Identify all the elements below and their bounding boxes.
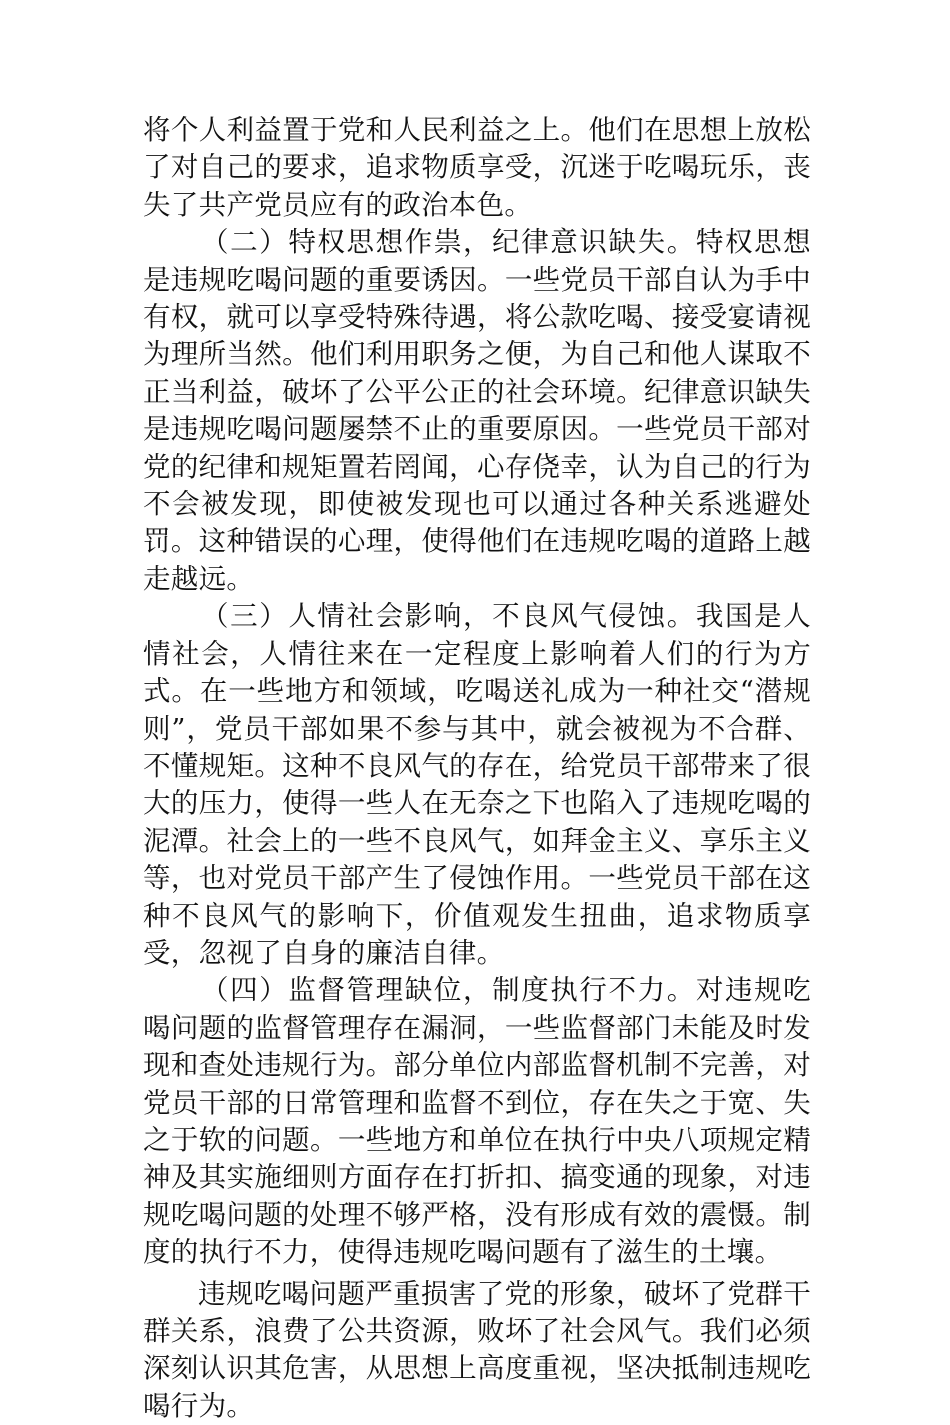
paragraph-section-3: （三）人情社会影响，不良风气侵蚀。我国是人情社会，人情往来在一定程度上影响着人们的行为方式。在一些地方和领域，吃喝送礼成为一种社交“潜规则”，党员干部如果不参与其中，就会被视为不合群、不懂规矩。这种不良风气的存在，给党员干部带来了很大的压力，使得一些人在无奈之下也陷入了违规吃喝的泥潭。社会上的一些不良风气，如拜金主义、享乐主义等，也对党员干部产生了侵蚀作用。一些党员干部在这种不良风气的影响下，价值观发生扭曲，追求物质享受，忽视了自身的廉洁自律。 [143,600,811,969]
paragraph-section-2: （二）特权思想作祟，纪律意识缺失。特权思想是违规吃喝问题的重要诱因。一些党员干部自认为手中有权，就可以享受特殊待遇，将公款吃喝、接受宴请视为理所当然。他们利用职务之便，为自己和他人谋取不正当利益，破坏了公平公正的社会环境。纪律意识缺失是违规吃喝问题屡禁不止的重要原因。一些党员干部对党的纪律和规矩置若罔闻，心存侥幸，认为自己的行为不会被发现，即使被发现也可以通过各种关系逃避处罚。这种错误的心理，使得他们在违规吃喝的道路上越走越远。 [143,226,811,595]
document-body [143,112,811,1425]
paragraph-section-4: （四）监督管理缺位，制度执行不力。对违规吃喝问题的监督管理存在漏洞，一些监督部门未能及时发现和查处违规行为。部分单位内部监督机制不完善，对党员干部的日常管理和监督不到位，存在失之于宽、失之于软的问题。一些地方和单位在执行中央八项规定精神及其实施细则方面存在打折扣、搞变通的现象，对违规吃喝问题的处理不够严格，没有形成有效的震慑。制度的执行不力，使得违规吃喝问题有了滋生的土壤。 [143,974,811,1269]
paragraph-continuation: 将个人利益置于党和人民利益之上。他们在思想上放松了对自己的要求，追求物质享受，沉迷于吃喝玩乐，丧失了共产党员应有的政治本色。 [143,114,811,221]
paragraph-conclusion: 违规吃喝问题严重损害了党的形象，破坏了党群干群关系，浪费了公共资源，败坏了社会风气。我们必须深刻认识其危害，从思想上高度重视，坚决抵制违规吃喝行为。 [143,1277,811,1422]
